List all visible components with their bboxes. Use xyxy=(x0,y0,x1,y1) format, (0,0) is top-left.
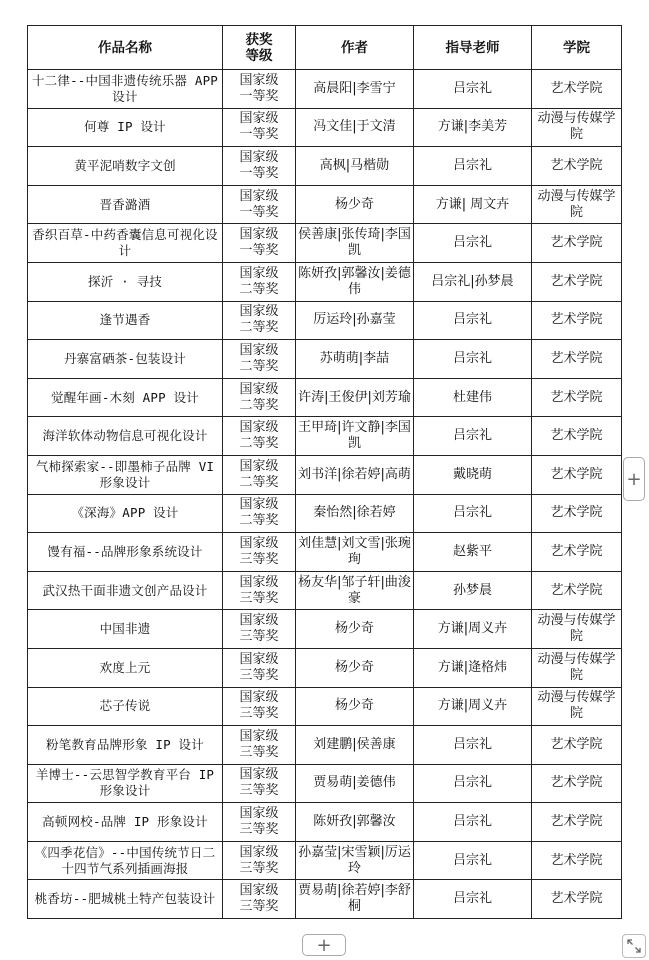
cell-author: 贾易萌|徐若婷|李舒桐 xyxy=(296,880,414,919)
cell-work-name: 《深海》APP 设计 xyxy=(28,494,223,533)
cell-award-level: 国家级 二等奖 xyxy=(223,494,296,533)
cell-work-name: 中国非遗 xyxy=(28,610,223,649)
cell-work-name: 欢度上元 xyxy=(28,648,223,687)
cell-college: 艺术学院 xyxy=(532,147,622,186)
cell-author: 陈妍孜|郭馨汝 xyxy=(296,803,414,842)
cell-work-name: 黄平泥哨数字文创 xyxy=(28,147,223,186)
cell-college: 艺术学院 xyxy=(532,494,622,533)
cell-teacher: 吕宗礼 xyxy=(414,880,532,919)
cell-teacher: 吕宗礼 xyxy=(414,803,532,842)
cell-award-level: 国家级 三等奖 xyxy=(223,726,296,765)
cell-teacher: 吕宗礼 xyxy=(414,841,532,880)
cell-work-name: 羊博士--云思智学教育平台 IP 形象设计 xyxy=(28,764,223,803)
table-row xyxy=(28,533,622,572)
plus-icon: + xyxy=(316,934,332,956)
cell-award-level: 国家级 一等奖 xyxy=(223,108,296,147)
table-row xyxy=(28,687,622,726)
cell-teacher: 孙梦晨 xyxy=(414,571,532,610)
cell-award-level: 国家级 二等奖 xyxy=(223,340,296,379)
cell-author: 刘佳慧|刘文雪|张琬珣 xyxy=(296,533,414,572)
cell-author: 孙嘉莹|宋雪颖|厉运玲 xyxy=(296,841,414,880)
table-row xyxy=(28,803,622,842)
cell-author: 秦怡然|徐若婷 xyxy=(296,494,414,533)
table-row xyxy=(28,455,622,494)
header-author: 作者 xyxy=(296,26,414,70)
cell-teacher: 吕宗礼 xyxy=(414,726,532,765)
cell-work-name: 粉笔教育品牌形象 IP 设计 xyxy=(28,726,223,765)
cell-teacher: 方谦| 周文卉 xyxy=(414,185,532,224)
cell-college: 动漫与传媒学院 xyxy=(532,610,622,649)
cell-work-name: 晋香潞酒 xyxy=(28,185,223,224)
table-row xyxy=(28,301,622,340)
cell-award-level: 国家级 二等奖 xyxy=(223,455,296,494)
cell-work-name: 何尊 IP 设计 xyxy=(28,108,223,147)
cell-college: 艺术学院 xyxy=(532,301,622,340)
cell-work-name: 《四季花信》--中国传统节日二十四节气系列插画海报 xyxy=(28,841,223,880)
cell-work-name: 气柿探索家--即墨柿子品牌 VI 形象设计 xyxy=(28,455,223,494)
cell-college: 动漫与传媒学院 xyxy=(532,108,622,147)
cell-teacher: 吕宗礼 xyxy=(414,147,532,186)
cell-work-name: 十二律--中国非遗传统乐器 APP 设计 xyxy=(28,70,223,109)
cell-author: 陈妍孜|郭馨汝|姜德伟 xyxy=(296,262,414,301)
table-row xyxy=(28,262,622,301)
header-college: 学院 xyxy=(532,26,622,70)
table-header-row xyxy=(28,26,622,70)
cell-college: 艺术学院 xyxy=(532,378,622,417)
table-row xyxy=(28,764,622,803)
cell-college: 艺术学院 xyxy=(532,455,622,494)
table-row xyxy=(28,108,622,147)
table-row xyxy=(28,494,622,533)
cell-work-name: 海洋软体动物信息可视化设计 xyxy=(28,417,223,456)
cell-award-level: 国家级 三等奖 xyxy=(223,533,296,572)
cell-work-name: 丹寨富硒茶-包装设计 xyxy=(28,340,223,379)
cell-award-level: 国家级 一等奖 xyxy=(223,147,296,186)
table-row xyxy=(28,648,622,687)
plus-icon: + xyxy=(626,468,642,490)
cell-work-name: 桃香坊--肥城桃土特产包装设计 xyxy=(28,880,223,919)
cell-teacher: 吕宗礼|孙梦晨 xyxy=(414,262,532,301)
header-teacher: 指导老师 xyxy=(414,26,532,70)
cell-award-level: 国家级 二等奖 xyxy=(223,417,296,456)
cell-college: 艺术学院 xyxy=(532,533,622,572)
cell-author: 侯善康|张传琦|李国凯 xyxy=(296,224,414,263)
cell-award-level: 国家级 二等奖 xyxy=(223,262,296,301)
table-row xyxy=(28,417,622,456)
cell-teacher: 杜建伟 xyxy=(414,378,532,417)
cell-college: 艺术学院 xyxy=(532,880,622,919)
cell-author: 高晨阳|李雪宁 xyxy=(296,70,414,109)
resize-handle[interactable] xyxy=(622,934,646,958)
cell-author: 王甲琦|许文静|李国凯 xyxy=(296,417,414,456)
cell-teacher: 戴晓萌 xyxy=(414,455,532,494)
cell-award-level: 国家级 三等奖 xyxy=(223,880,296,919)
cell-college: 艺术学院 xyxy=(532,224,622,263)
cell-author: 杨少奇 xyxy=(296,687,414,726)
cell-college: 艺术学院 xyxy=(532,262,622,301)
cell-teacher: 方谦|周义卉 xyxy=(414,610,532,649)
cell-work-name: 觉醒年画-木刻 APP 设计 xyxy=(28,378,223,417)
cell-author: 刘建鹏|侯善康 xyxy=(296,726,414,765)
awards-table xyxy=(27,25,622,919)
table-row xyxy=(28,340,622,379)
cell-award-level: 国家级 一等奖 xyxy=(223,70,296,109)
cell-teacher: 吕宗礼 xyxy=(414,301,532,340)
cell-award-level: 国家级 三等奖 xyxy=(223,571,296,610)
cell-teacher: 赵紫平 xyxy=(414,533,532,572)
cell-teacher: 方谦|周义卉 xyxy=(414,687,532,726)
cell-author: 杨少奇 xyxy=(296,185,414,224)
table-row xyxy=(28,571,622,610)
cell-work-name: 芯子传说 xyxy=(28,687,223,726)
table-row xyxy=(28,224,622,263)
cell-college: 艺术学院 xyxy=(532,417,622,456)
cell-author: 苏萌萌|李喆 xyxy=(296,340,414,379)
cell-author: 刘书洋|徐若婷|高萌 xyxy=(296,455,414,494)
cell-award-level: 国家级 一等奖 xyxy=(223,185,296,224)
cell-work-name: 香织百草-中药香囊信息可视化设计 xyxy=(28,224,223,263)
cell-work-name: 逢节遇香 xyxy=(28,301,223,340)
cell-work-name: 探沂 · 寻技 xyxy=(28,262,223,301)
header-award-level: 获奖 等级 xyxy=(223,26,296,70)
cell-college: 艺术学院 xyxy=(532,571,622,610)
cell-college: 动漫与传媒学院 xyxy=(532,185,622,224)
cell-college: 艺术学院 xyxy=(532,764,622,803)
cell-college: 动漫与传媒学院 xyxy=(532,648,622,687)
add-row-button[interactable] xyxy=(302,934,346,956)
cell-teacher: 吕宗礼 xyxy=(414,764,532,803)
cell-author: 杨少奇 xyxy=(296,610,414,649)
cell-college: 艺术学院 xyxy=(532,803,622,842)
table-row xyxy=(28,147,622,186)
header-work-name: 作品名称 xyxy=(28,26,223,70)
cell-work-name: 高顿网校-品牌 IP 形象设计 xyxy=(28,803,223,842)
cell-author: 许涛|王俊伊|刘芳瑜 xyxy=(296,378,414,417)
cell-author: 冯文佳|于文清 xyxy=(296,108,414,147)
cell-teacher: 方谦|李美芳 xyxy=(414,108,532,147)
table-body xyxy=(28,70,622,919)
table-row xyxy=(28,841,622,880)
cell-college: 动漫与传媒学院 xyxy=(532,687,622,726)
cell-award-level: 国家级 三等奖 xyxy=(223,687,296,726)
table-row xyxy=(28,378,622,417)
cell-author: 杨友华|邹子轩|曲浚豪 xyxy=(296,571,414,610)
expand-arrows-icon xyxy=(627,939,641,953)
cell-award-level: 国家级 三等奖 xyxy=(223,610,296,649)
cell-work-name: 馒有福--品牌形象系统设计 xyxy=(28,533,223,572)
table-row xyxy=(28,185,622,224)
cell-author: 贾易萌|姜德伟 xyxy=(296,764,414,803)
cell-award-level: 国家级 三等奖 xyxy=(223,803,296,842)
cell-work-name: 武汉热干面非遗文创产品设计 xyxy=(28,571,223,610)
cell-award-level: 国家级 二等奖 xyxy=(223,378,296,417)
cell-award-level: 国家级 二等奖 xyxy=(223,301,296,340)
cell-author: 杨少奇 xyxy=(296,648,414,687)
table-row xyxy=(28,610,622,649)
cell-college: 艺术学院 xyxy=(532,340,622,379)
cell-teacher: 吕宗礼 xyxy=(414,417,532,456)
cell-author: 高枫|马楷勋 xyxy=(296,147,414,186)
add-column-button[interactable] xyxy=(623,457,645,501)
cell-teacher: 吕宗礼 xyxy=(414,70,532,109)
cell-award-level: 国家级 三等奖 xyxy=(223,764,296,803)
table-row xyxy=(28,880,622,919)
cell-teacher: 吕宗礼 xyxy=(414,224,532,263)
cell-author: 厉运玲|孙嘉莹 xyxy=(296,301,414,340)
cell-college: 艺术学院 xyxy=(532,841,622,880)
table-row xyxy=(28,70,622,109)
cell-teacher: 方谦|逄格炜 xyxy=(414,648,532,687)
awards-table-container xyxy=(27,25,621,919)
cell-teacher: 吕宗礼 xyxy=(414,340,532,379)
cell-award-level: 国家级 一等奖 xyxy=(223,224,296,263)
table-row xyxy=(28,726,622,765)
cell-college: 艺术学院 xyxy=(532,726,622,765)
cell-award-level: 国家级 三等奖 xyxy=(223,648,296,687)
cell-teacher: 吕宗礼 xyxy=(414,494,532,533)
cell-award-level: 国家级 三等奖 xyxy=(223,841,296,880)
cell-college: 艺术学院 xyxy=(532,70,622,109)
